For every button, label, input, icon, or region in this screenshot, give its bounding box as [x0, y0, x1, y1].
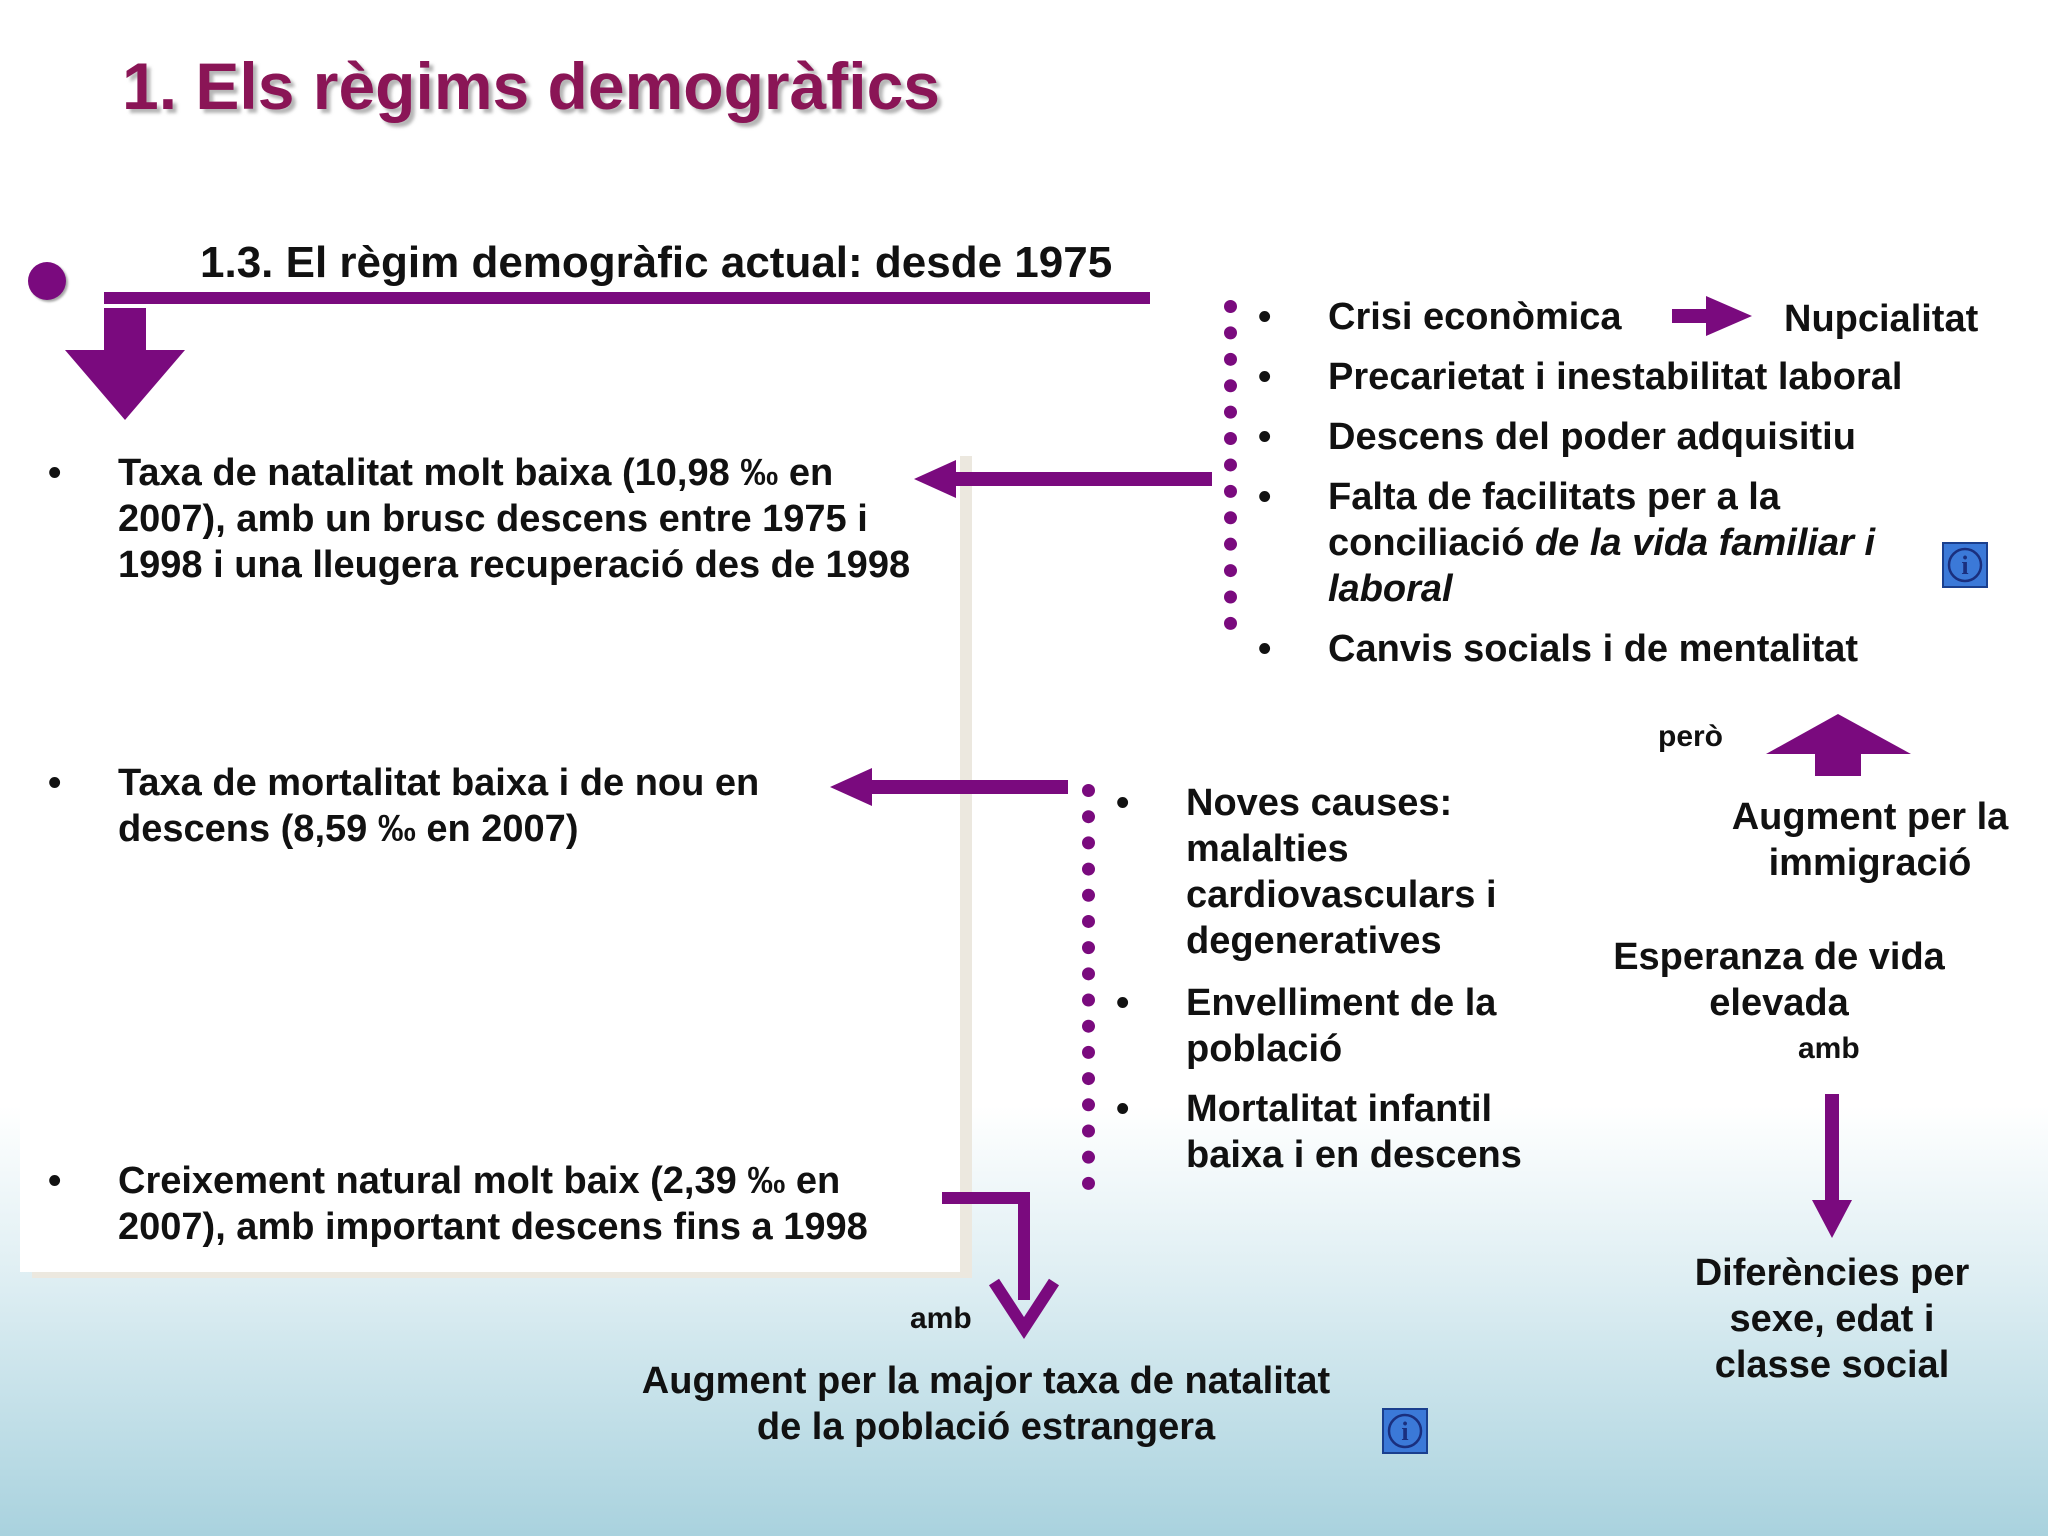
cause-poder: Descens del poder adquisitiu [1328, 416, 1856, 458]
section-subtitle: 1.3. El règim demogràfic actual: desde 1975 [200, 238, 1113, 287]
creixement-text: Creixement natural molt baix (2,39 ‰ en 2007), amb important descens fins a 1998 [118, 1160, 868, 1248]
list-item [1258, 414, 1928, 474]
pero-label: però [1658, 720, 1724, 753]
big-down-arrow [65, 308, 185, 420]
bullet-mortalitat [48, 760, 838, 852]
bullet-creixement [48, 1158, 918, 1250]
list-item [1258, 354, 1928, 414]
natalitat-text: Taxa de natalitat molt baixa (10,98 ‰ en 2007), amb un brusc descens entre 1975 i 1998 i una lleugera recuperació des de 1998 [118, 452, 911, 586]
arrow-creixement-v [1018, 1192, 1030, 1300]
info-button-conciliacio[interactable] [1942, 542, 1988, 588]
cause-envelliment: Envelliment de la població [1186, 982, 1497, 1070]
bullet-dot: • [1258, 296, 1272, 338]
list-item [1258, 626, 1928, 686]
up-arrow-immigracio-shaft [1815, 752, 1861, 776]
info-button-estrangera[interactable] [1382, 1408, 1428, 1454]
diferencies-label: Diferències per sexe, edat i classe social [1694, 1252, 1970, 1386]
bullet-dot: • [1258, 476, 1272, 518]
arrow-to-natalitat-shaft [950, 472, 1212, 486]
up-arrow-immigracio [1766, 714, 1911, 754]
arrow-to-natalitat-head [914, 460, 956, 498]
cause-falta: Falta de facilitats per a la conciliació [1328, 476, 1780, 564]
arrow-esperanza-head [1812, 1200, 1852, 1238]
mortalitat-text: Taxa de mortalitat baixa i de nou en descens (8,59 ‰ en 2007) [118, 762, 760, 850]
bullet-natalitat [48, 450, 918, 588]
bullet-dot: • [48, 1160, 62, 1202]
bullet-dot: • [1258, 356, 1272, 398]
augment-natalitat-label: Augment per la major taxa de natalitat de la població estrangera [641, 1360, 1331, 1448]
subtitle-underline [104, 292, 1150, 304]
cause-precarietat: Precarietat i inestabilitat laboral [1328, 356, 1903, 398]
nupcialitat-label: Nupcialitat [1784, 298, 1979, 340]
cause-infantil: Mortalitat infantil baixa i en descens [1186, 1088, 1522, 1176]
bullet-dot: • [1116, 982, 1130, 1024]
bullet-dot: • [1258, 628, 1272, 670]
mortalitat-causes-list [1116, 780, 1566, 1178]
arrow-to-mortalitat-shaft [868, 780, 1068, 794]
cause-noves: Noves causes: malalties cardiovasculars i degeneratives [1186, 782, 1497, 962]
dotted-bracket-mortalitat [1082, 784, 1095, 1190]
bullet-dot: • [1116, 1088, 1130, 1130]
natalitat-causes-list [1258, 294, 1928, 686]
list-item [1116, 780, 1566, 980]
amb-label-esperanza: amb [1798, 1032, 1860, 1065]
info-icon [1386, 1412, 1424, 1450]
bullet-dot: • [48, 452, 62, 494]
bullet-dot: • [1258, 416, 1272, 458]
arrow-creixement-h [942, 1192, 1030, 1204]
info-icon [1946, 546, 1984, 584]
augment-immigracio-label: Augment per la immigració [1731, 796, 2009, 884]
page-title: 1. Els règims demogràfics [122, 49, 941, 123]
bullet-dot: • [1116, 782, 1130, 824]
svg-text:i: i [1401, 1417, 1409, 1446]
arrow-esperanza-shaft [1825, 1094, 1839, 1214]
cause-canvis: Canvis socials i de mentalitat [1328, 628, 1859, 670]
dotted-bracket-natalitat [1224, 300, 1237, 630]
cause-crisi: Crisi econòmica [1328, 296, 1622, 338]
cause-falta-italic: de la vida familiar i laboral [1328, 522, 1876, 610]
list-item [1258, 474, 1928, 626]
list-item [1116, 980, 1566, 1086]
esperanza-label: Esperanza de vida elevada [1613, 936, 1945, 1024]
bullet-dot: • [48, 762, 62, 804]
amb-label-creixement: amb [910, 1302, 972, 1335]
list-item [1116, 1086, 1566, 1178]
svg-text:i: i [1961, 551, 1969, 580]
